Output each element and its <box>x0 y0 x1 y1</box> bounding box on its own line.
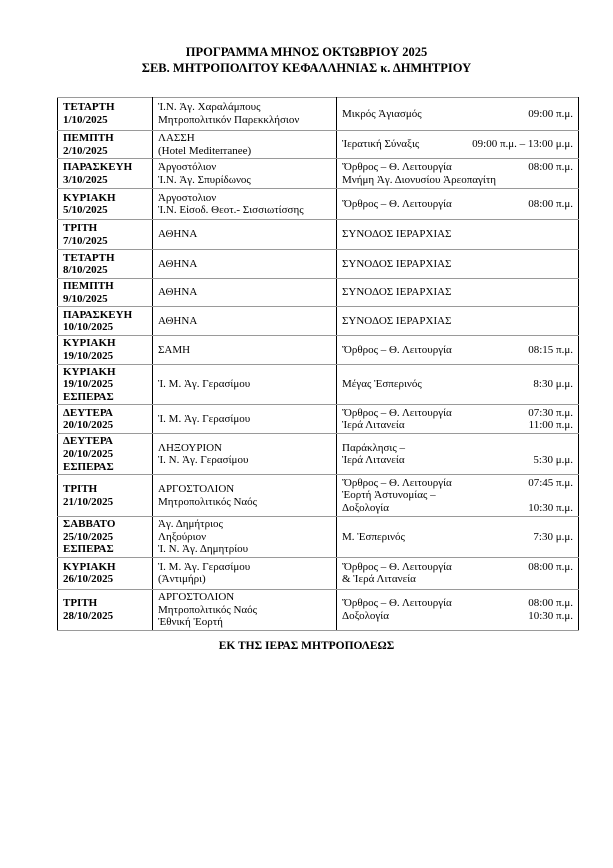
location-line: ΑΡΓΟΣΤΟΛΙΟΝ <box>158 483 235 496</box>
location-line: ΑΘΗΝΑ <box>158 315 198 328</box>
event-cell <box>337 364 579 405</box>
schedule-row <box>58 336 579 364</box>
event-cell <box>337 336 579 364</box>
event-name: Ἱερατική Σύναξις <box>342 138 420 151</box>
location-cell <box>153 589 337 630</box>
weekday-label: ΠΑΡΑΣΚΕΥΗ <box>63 161 133 174</box>
location-line: ΛΑΣΣΗ <box>158 132 195 144</box>
event-name: Δοξολογία <box>342 609 389 622</box>
location-line: ΣΑΜΗ <box>158 343 191 356</box>
event-line <box>342 161 573 174</box>
event-cell <box>337 434 579 475</box>
event-time: 10:30 π.μ. <box>528 609 573 622</box>
event-name: Μέγας Ἑσπερινός <box>342 378 422 391</box>
schedule-row <box>58 557 579 589</box>
location-cell <box>153 131 337 159</box>
event-line <box>342 407 573 420</box>
weekday-label: ΤΡΙΤΗ <box>63 597 98 610</box>
date-label: 10/10/2025 <box>63 321 114 334</box>
day-date-cell <box>58 475 153 517</box>
event-name: Ὄρθρος – Θ. Λειτουργία <box>342 597 452 610</box>
schedule-table <box>57 97 579 631</box>
event-cell <box>337 475 579 517</box>
event-time: 07:45 π.μ. <box>528 476 573 489</box>
location-line: Ἱ. Ν. Ἁγ. Γερασίμου <box>158 454 249 467</box>
location-cell <box>153 220 337 250</box>
event-line <box>342 315 573 328</box>
date-label: 3/10/2025 <box>63 173 108 186</box>
evening-label: ΕΣΠΕΡΑΣ <box>63 390 114 403</box>
event-cell <box>337 189 579 220</box>
location-cell <box>153 475 337 517</box>
location-line: ΑΘΗΝΑ <box>158 257 198 270</box>
event-name: Ὄρθρος – Θ. Λειτουργία <box>342 406 452 419</box>
location-line: Ἱ.Ν. Εἰσοδ. Θεοτ.- Σισσιωτίσσης <box>158 204 304 217</box>
location-line: Ἐθνική Ἑορτή <box>158 616 223 629</box>
location-cell <box>153 189 337 220</box>
date-label: 25/10/2025 <box>63 530 114 543</box>
day-date-cell <box>58 220 153 250</box>
location-line: ΛΗΞΟΥΡΙΟΝ <box>158 441 223 454</box>
location-line: Μητροπολιτικόν Παρεκκλήσιον <box>158 114 300 126</box>
date-label: 20/10/2025 <box>63 447 114 460</box>
weekday-label: ΔΕΥΤΕΡΑ <box>63 406 113 419</box>
schedule-row <box>58 517 579 558</box>
weekday-label: ΚΥΡΙΑΚΗ <box>63 365 116 378</box>
date-label: 21/10/2025 <box>63 495 114 508</box>
event-line <box>342 561 573 574</box>
location-cell <box>153 98 337 131</box>
event-name: Μνήμη Ἁγ. Διονυσίου Ἀρεοπαγίτη <box>342 173 497 186</box>
location-line: Ληξούριον <box>158 530 207 543</box>
location-line: ΑΡΓΟΣΤΟΛΙΟΝ <box>158 590 235 603</box>
event-name: Ὄρθρος – Θ. Λειτουργία <box>342 197 452 210</box>
location-line: Ἁγ. Δημήτριος <box>158 518 223 531</box>
schedule-row <box>58 131 579 159</box>
date-label: 7/10/2025 <box>63 234 108 247</box>
location-cell <box>153 159 337 189</box>
location-line: Ἀργοστολιον <box>158 191 217 204</box>
day-date-cell <box>58 189 153 220</box>
location-line: ΑΘΗΝΑ <box>158 228 198 241</box>
event-time: 08:15 π.μ. <box>528 343 573 356</box>
event-line <box>342 228 573 241</box>
day-date-cell <box>58 336 153 364</box>
event-time: 5:30 μ.μ. <box>533 454 573 467</box>
event-cell <box>337 159 579 189</box>
event-cell <box>337 279 579 307</box>
date-label: 5/10/2025 <box>63 204 108 217</box>
event-name: Μ. Ἑσπερινός <box>342 530 405 543</box>
footer-signature: ΕΚ ΤΗΣ ΙΕΡΑΣ ΜΗΤΡΟΠΟΛΕΩΣ <box>218 640 395 652</box>
schedule-row <box>58 98 579 131</box>
date-label: 28/10/2025 <box>63 609 114 622</box>
event-line <box>342 419 573 432</box>
event-line <box>342 597 573 610</box>
event-time: 09:00 π.μ. <box>528 107 573 120</box>
event-time: 08:00 π.μ. <box>528 597 573 610</box>
evening-label: ΕΣΠΕΡΑΣ <box>63 460 114 473</box>
location-line: (Hotel Mediterranee) <box>158 144 252 157</box>
day-date-cell <box>58 405 153 434</box>
location-line: Μητροπολιτικός Ναός <box>158 495 258 508</box>
event-name: ΣΥΝΟΔΟΣ ΙΕΡΑΡΧΙΑΣ <box>342 315 452 328</box>
event-name: Μικρός Ἁγιασμός <box>342 107 422 120</box>
location-cell <box>153 279 337 307</box>
location-line: Ἱ. Μ. Ἁγ. Γερασίμου <box>158 560 251 573</box>
event-name: Ἑορτή Ἀστυνομίας – <box>342 489 436 502</box>
event-name: ΣΥΝΟΔΟΣ ΙΕΡΑΡΧΙΑΣ <box>342 257 452 270</box>
day-date-cell <box>58 364 153 405</box>
location-cell <box>153 250 337 279</box>
location-line: ΑΘΗΝΑ <box>158 286 198 299</box>
weekday-label: ΤΡΙΤΗ <box>63 483 98 496</box>
day-date-cell <box>58 250 153 279</box>
day-date-cell <box>58 589 153 630</box>
event-line <box>342 454 573 467</box>
event-cell <box>337 589 579 630</box>
event-line <box>342 610 573 623</box>
event-line <box>342 531 573 544</box>
location-line: Ἱ. Μ. Ἁγ. Γερασίμου <box>158 413 251 426</box>
location-line: (Ἀντιμήρι) <box>158 573 206 586</box>
event-line <box>342 489 573 502</box>
schedule-row <box>58 159 579 189</box>
day-date-cell <box>58 131 153 159</box>
event-cell <box>337 131 579 159</box>
location-line: Ἱ. Ν. Ἁγ. Δημητρίου <box>158 543 249 556</box>
weekday-label: ΠΕΜΠΤΗ <box>63 280 114 293</box>
event-line <box>342 344 573 357</box>
event-time: 11:00 π.μ. <box>528 419 573 432</box>
event-line <box>342 286 573 299</box>
event-line <box>342 502 573 515</box>
event-name: Ὄρθρος – Θ. Λειτουργία <box>342 476 452 489</box>
weekday-label: ΚΥΡΙΑΚΗ <box>63 560 116 573</box>
event-cell <box>337 220 579 250</box>
day-date-cell <box>58 307 153 336</box>
location-cell <box>153 336 337 364</box>
location-cell <box>153 364 337 405</box>
event-line <box>342 198 573 211</box>
day-date-cell <box>58 434 153 475</box>
schedule-row <box>58 189 579 220</box>
schedule-row <box>58 589 579 630</box>
weekday-label: ΚΥΡΙΑΚΗ <box>63 191 116 204</box>
weekday-label: ΔΕΥΤΕΡΑ <box>63 435 113 448</box>
event-time: 08:00 π.μ. <box>528 560 573 573</box>
event-time: 7:30 μ.μ. <box>533 530 573 543</box>
schedule-row <box>58 307 579 336</box>
event-name: Ἱερά Λιτανεία <box>342 454 405 467</box>
event-name: Ὄρθρος – Θ. Λειτουργία <box>342 560 452 573</box>
location-line: Ἱ.Ν. Ἁγ. Χαραλάμπους <box>158 101 261 114</box>
schedule-row <box>58 475 579 517</box>
weekday-label: ΠΑΡΑΣΚΕΥΗ <box>63 308 133 321</box>
location-cell <box>153 434 337 475</box>
date-label: 19/10/2025 <box>63 349 114 362</box>
event-cell <box>337 98 579 131</box>
event-cell <box>337 307 579 336</box>
location-line: Ἱ. Μ. Ἁγ. Γερασίμου <box>158 378 251 391</box>
event-line <box>342 138 573 151</box>
date-label: 26/10/2025 <box>63 573 114 586</box>
day-date-cell <box>58 517 153 558</box>
evening-label: ΕΣΠΕΡΑΣ <box>63 543 114 556</box>
day-date-cell <box>58 279 153 307</box>
date-label: 9/10/2025 <box>63 292 108 305</box>
document-title: ΠΡΟΓΡΑΜΜΑ ΜΗΝΟΣ ΟΚΤΩΒΡΙΟΥ 2025 <box>185 45 428 59</box>
event-time: 09:00 π.μ. – 13:00 μ.μ. <box>472 138 573 151</box>
schedule-row <box>58 434 579 475</box>
weekday-label: ΤΕΤΑΡΤΗ <box>63 251 115 264</box>
date-label: 19/10/2025 <box>63 378 114 391</box>
event-cell <box>337 250 579 279</box>
event-name: & Ἱερά Λιτανεία <box>342 573 416 586</box>
event-time: 08:00 π.μ. <box>528 161 573 174</box>
event-cell <box>337 557 579 589</box>
weekday-label: ΤΕΤΑΡΤΗ <box>63 101 115 114</box>
schedule-row <box>58 250 579 279</box>
event-line <box>342 477 573 490</box>
weekday-label: ΠΕΜΠΤΗ <box>63 132 114 144</box>
location-cell <box>153 307 337 336</box>
event-name: ΣΥΝΟΔΟΣ ΙΕΡΑΡΧΙΑΣ <box>342 286 452 299</box>
location-cell <box>153 517 337 558</box>
event-line <box>342 573 573 586</box>
event-name: Ὄρθρος – Θ. Λειτουργία <box>342 161 452 174</box>
date-label: 20/10/2025 <box>63 419 114 432</box>
date-label: 1/10/2025 <box>63 114 108 126</box>
event-time: 8:30 μ.μ. <box>533 378 573 391</box>
date-label: 2/10/2025 <box>63 144 108 157</box>
event-name: Παράκλησις – <box>342 441 405 454</box>
event-line <box>342 174 573 187</box>
weekday-label: ΤΡΙΤΗ <box>63 222 98 235</box>
event-cell <box>337 517 579 558</box>
event-cell <box>337 405 579 434</box>
event-line <box>342 108 573 121</box>
weekday-label: ΣΑΒΒΑΤΟ <box>63 518 116 531</box>
event-time: 07:30 π.μ. <box>528 406 573 419</box>
schedule-row <box>58 405 579 434</box>
event-line <box>342 378 573 391</box>
event-line <box>342 442 573 455</box>
location-line: Ἀργοστόλιον <box>158 161 217 174</box>
location-line: Μητροπολιτικός Ναός <box>158 603 258 616</box>
schedule-row <box>58 364 579 405</box>
event-time: 08:00 π.μ. <box>528 197 573 210</box>
schedule-row <box>58 279 579 307</box>
document-subtitle: ΣΕΒ. ΜΗΤΡΟΠΟΛΙΤΟΥ ΚΕΦΑΛΛΗΝΙΑΣ κ. ΔΗΜΗΤΡΙΟΥ <box>141 61 472 75</box>
location-line: Ἱ.Ν. Ἁγ. Σπυρίδωνος <box>158 173 251 186</box>
day-date-cell <box>58 159 153 189</box>
event-name: Ἱερά Λιτανεία <box>342 419 405 432</box>
location-cell <box>153 557 337 589</box>
weekday-label: ΚΥΡΙΑΚΗ <box>63 337 116 350</box>
event-name: Δοξολογία <box>342 501 389 514</box>
event-name: ΣΥΝΟΔΟΣ ΙΕΡΑΡΧΙΑΣ <box>342 228 452 241</box>
event-line <box>342 258 573 271</box>
day-date-cell <box>58 557 153 589</box>
day-date-cell <box>58 98 153 131</box>
schedule-row <box>58 220 579 250</box>
event-name: Ὄρθρος – Θ. Λειτουργία <box>342 343 452 356</box>
date-label: 8/10/2025 <box>63 264 108 277</box>
event-time: 10:30 π.μ. <box>528 501 573 514</box>
location-cell <box>153 405 337 434</box>
